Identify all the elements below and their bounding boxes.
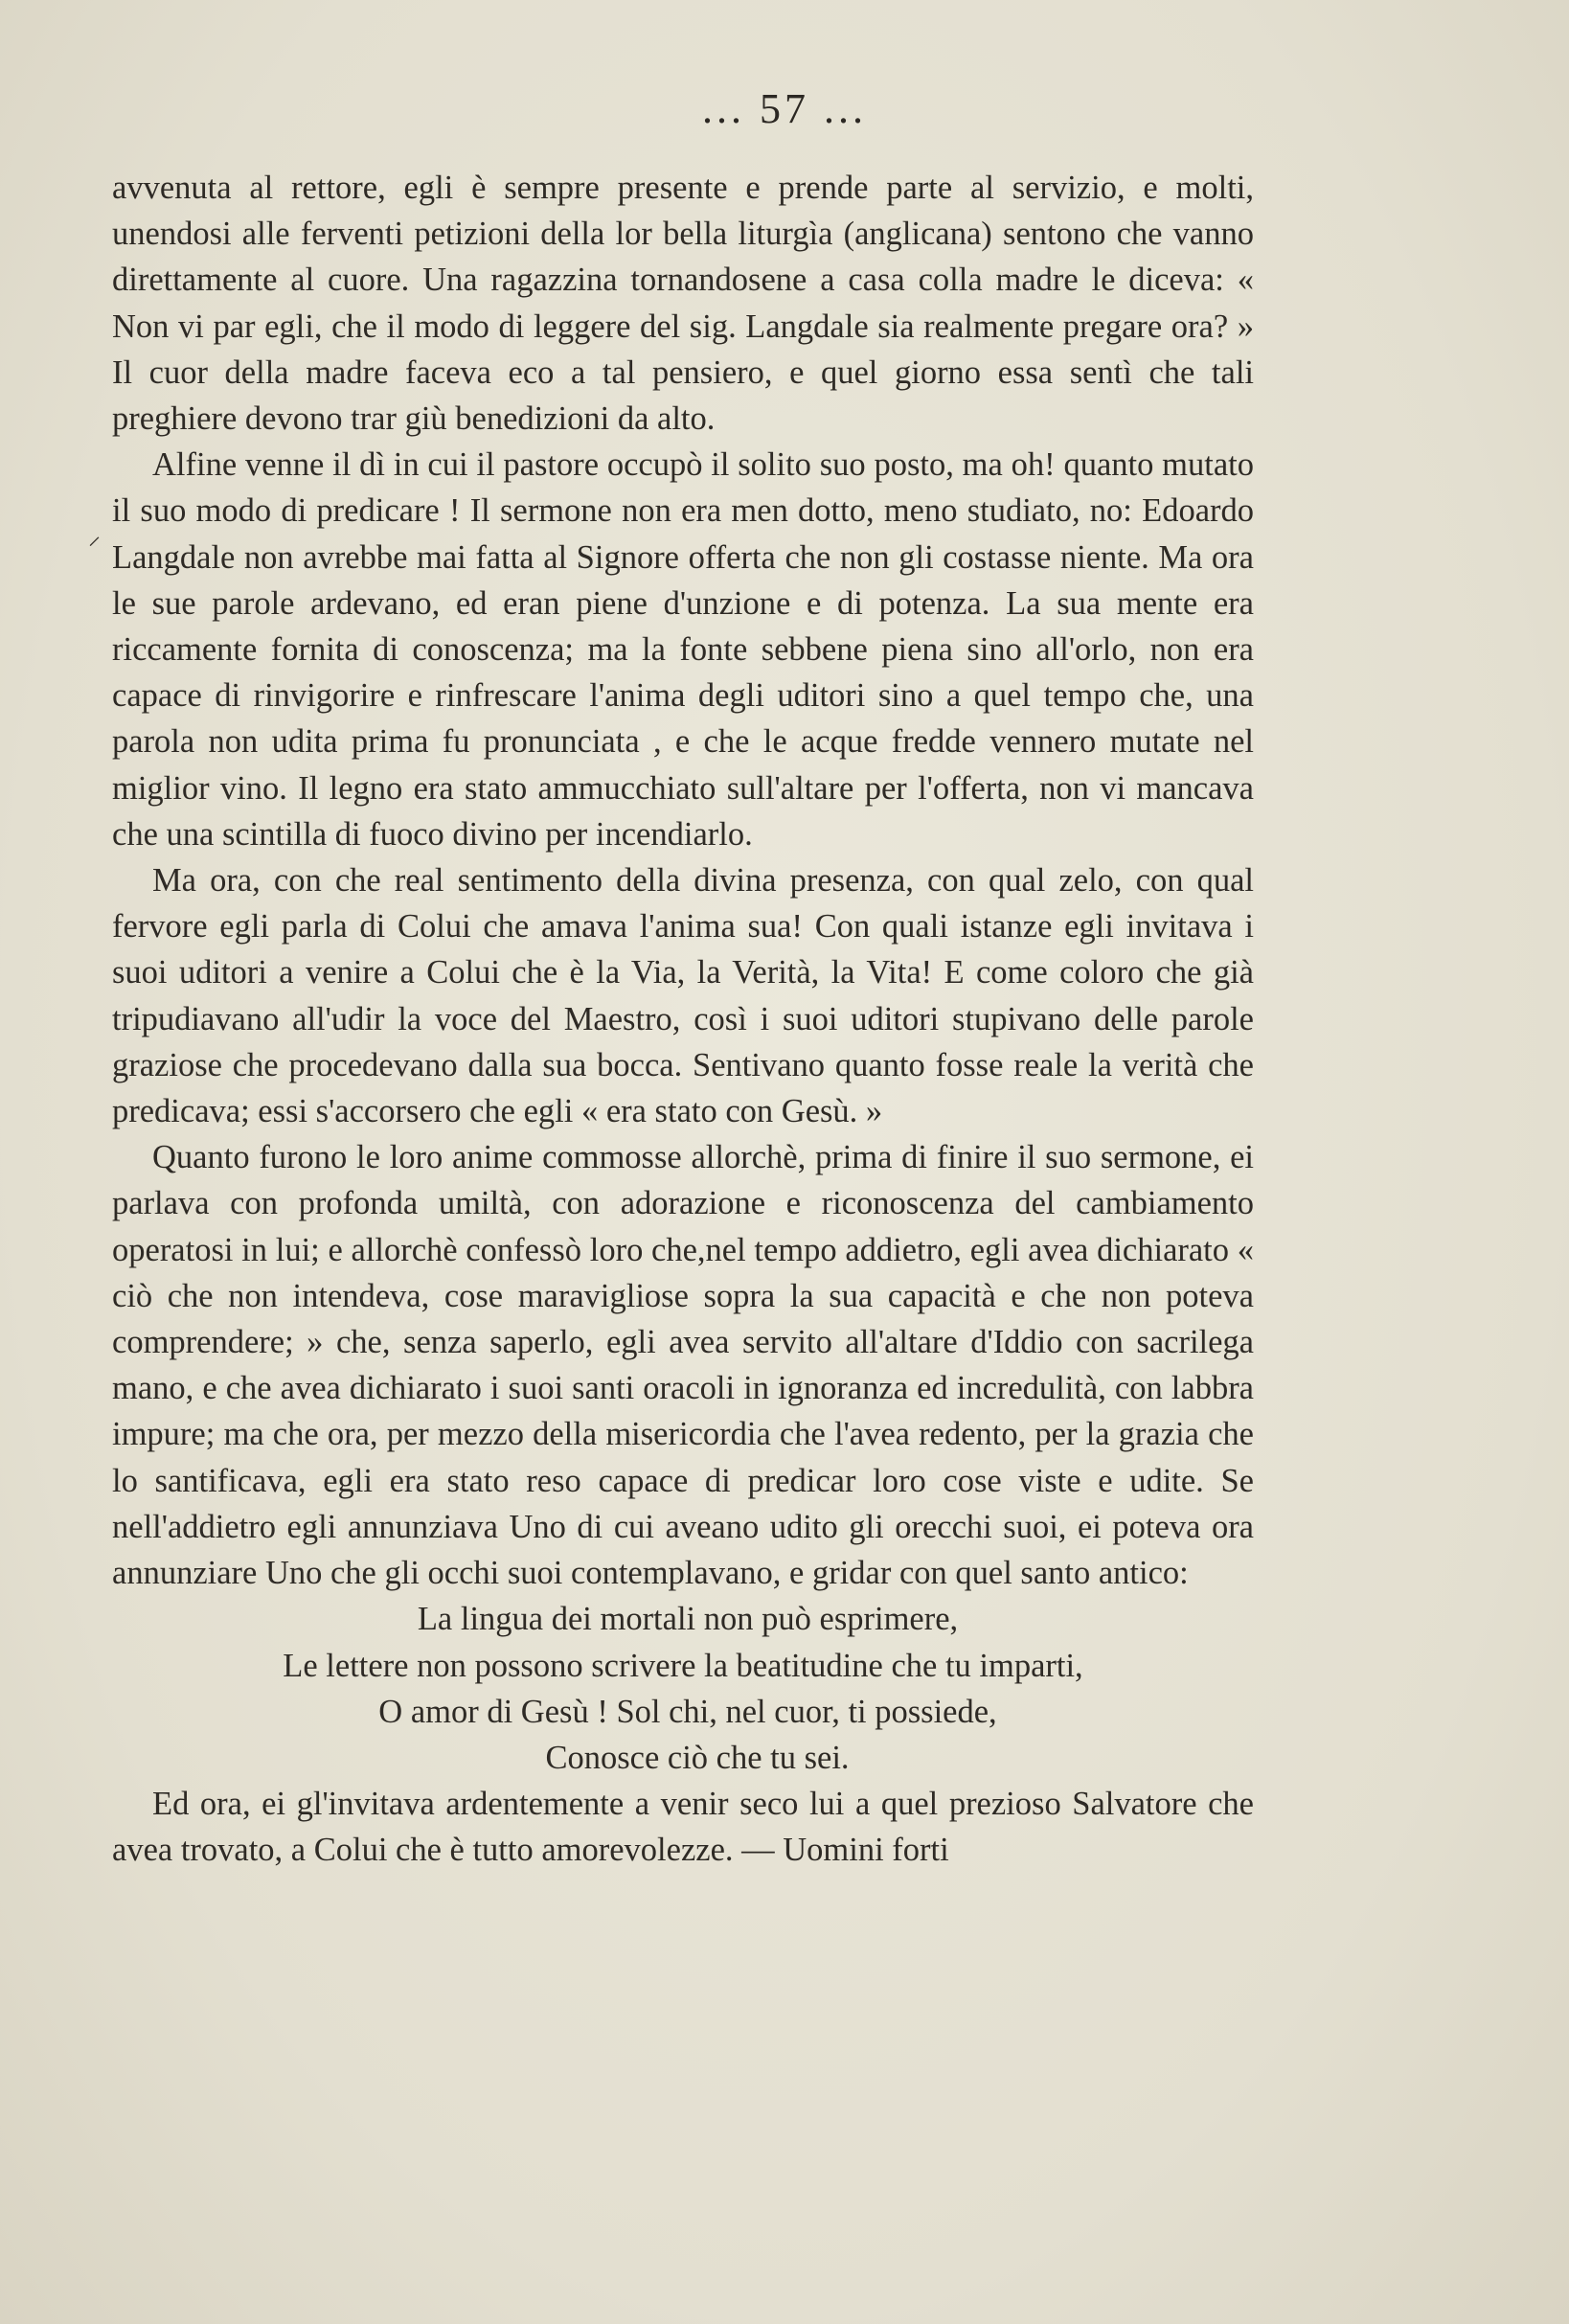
page-number: ... 57 ... <box>702 85 867 132</box>
paragraph-2: Alfine venne il dì in cui il pastore occupò il solito suo posto, ma oh! quanto mutato il suo modo di predicare ! Il sermone non era men dotto, meno studiato, no: Edoardo Langdale non avrebbe mai fatta al Signore offerta che non gli costasse niente. Ma ora le sue parole ardevano, ed eran piene d'unzione e di potenza. La sua mente era riccamente fornita di conoscenza; ma la fonte sebbene piena sino all'orlo, non era capace di rinvigorire e rinfrescare l'anima degli uditori sino a quel tempo che, una parola non udita prima fu pronunciata , e che le acque fredde vennero mutate nel miglior vino. Il legno era stato ammucchiato sull'altare per l'offerta, non vi mancava che una scintilla di fuoco divino per incendiarlo. <box>112 446 1254 853</box>
verse-line-2: Le lettere non possono scrivere la beatitudine che tu imparti, <box>283 1647 1083 1684</box>
paragraph-5: Ed ora, ei gl'invitava ardentemente a venir seco lui a quel prezioso Salvatore che avea trovato, a Colui che è tutto amorevolezze. — Uomini forti <box>112 1786 1254 1869</box>
body-text <box>112 165 1254 1874</box>
verse-line-4: Conosce ciò che tu sei. <box>545 1739 850 1776</box>
paragraph-1: avvenuta al rettore, egli è sempre presente e prende parte al servizio, e molti, unendosi alle ferventi petizioni della lor bella liturgìa (anglicana) sentono che vanno direttamente al cuore. Una ragazzina tornandosene a casa colla madre le diceva: « Non vi par egli, che il modo di leggere del sig. Langdale sia realmente pregare ora? » Il cuor della madre faceva eco a tal pensiero, e quel giorno essa sentì che tali preghiere devono trar giù benedizioni da alto. <box>112 170 1254 438</box>
paragraph-3: Ma ora, con che real sentimento della divina presenza, con qual zelo, con qual fervore egli parla di Colui che amava l'anima sua! Con quali istanze egli invitava i suoi uditori a venire a Colui che è la Via, la Verità, la Vita! E come coloro che già tripudiavano all'udir la voce del Maestro, così i suoi uditori stupivano delle parole graziose che procedevano dalla sua bocca. Sentivano quanto fosse reale la verità che predicava; essi s'accorsero che egli « era stato con Gesù. » <box>112 862 1254 1130</box>
verse-quote <box>112 1596 1254 1781</box>
verse-line-3: O amor di Gesù ! Sol chi, nel cuor, ti possiede, <box>378 1693 997 1730</box>
paragraph-4: Quanto furono le loro anime commosse allorchè, prima di finire il suo sermone, ei parlava con profonda umiltà, con adorazione e riconoscenza del cambiamento operatosi in lui; e allorchè confessò loro che,nel tempo addietro, egli avea dichiarato « ciò che non intendeva, cose maravigliose sopra la sua capacità e che non poteva comprendere; » che, senza saperlo, egli avea servito all'altare d'Iddio con sacrilega mano, e che avea dichiarato i suoi santi oracoli in ignoranza ed incredulità, con labbra impure; ma che ora, per mezzo della misericordia che l'avea redento, per la grazia che lo santificava, egli era stato reso capace di predicar loro cose viste e udite. Se nell'addietro egli annunziava Uno di cui aveano udito gli orecchi suoi, ei poteva ora annunziare Uno che gli occhi suoi contemplavano, e gridar con quel santo antico: <box>112 1139 1254 1592</box>
verse-line-1: La lingua dei mortali non può esprimere, <box>417 1601 959 1638</box>
pencil-mark-icon: ⸝ <box>88 522 102 550</box>
